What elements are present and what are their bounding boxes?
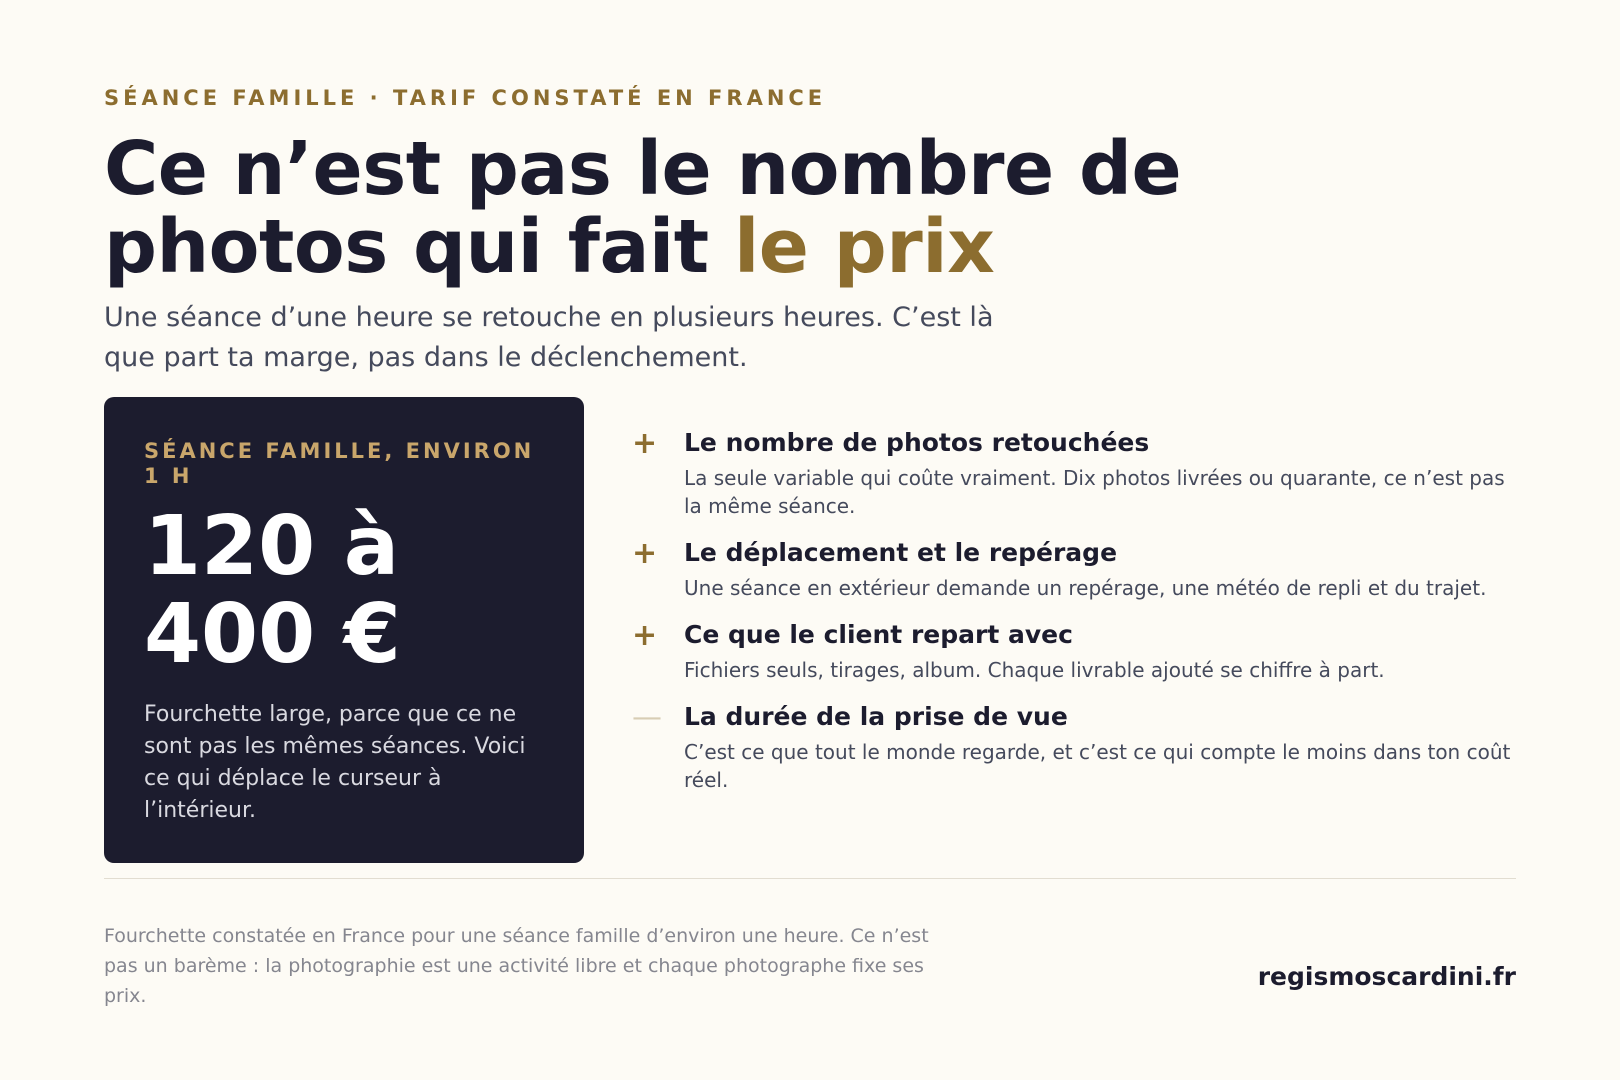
headline-line1: Ce n’est pas le nombre de [104, 126, 1182, 212]
plus-icon: + [632, 536, 658, 571]
factor-title: Ce que le client repart avec [684, 620, 1073, 649]
subtitle: Une séance d’une heure se retouche en plusieurs heures. C’est là que part ta marge, pas dans le déclenchement. [104, 302, 994, 373]
price-range [144, 499, 544, 682]
factor-list [628, 428, 1518, 812]
headline [104, 126, 1516, 290]
price-card-label: SÉANCE FAMILLE, ENVIRON 1 H [144, 439, 535, 488]
price-card-text: Fourchette large, parce que ce ne sont pas les mêmes séances. Voici ce qui déplace le curseur à l’intérieur. [144, 702, 526, 823]
price-card [104, 397, 584, 863]
factor-description: Fichiers seuls, tirages, album. Chaque livrable ajouté se chiffre à part. [684, 658, 1385, 682]
plus-icon: + [632, 426, 658, 461]
plus-icon: + [632, 618, 658, 653]
factor-title: Le déplacement et le repérage [684, 538, 1118, 567]
factor-description: La seule variable qui coûte vraiment. Dix photos livrées ou quarante, ce n’est pas la même séance. [684, 466, 1505, 518]
price-range-line1: 120 à [144, 499, 400, 594]
headline-accent: le prix [733, 204, 995, 290]
factor-description: C’est ce que tout le monde regarde, et c’est ce qui compte le moins dans ton coût réel. [684, 740, 1511, 792]
eyebrow: SÉANCE FAMILLE · TARIF CONSTATÉ EN FRANCE [104, 86, 827, 110]
factor-title: Le nombre de photos retouchées [684, 428, 1150, 457]
page [104, 86, 1516, 1007]
factor-description: Une séance en extérieur demande un repérage, une météo de repli et du trajet. [684, 576, 1487, 600]
factor-item [628, 538, 1518, 602]
footnote: Fourchette constatée en France pour une séance famille d’environ une heure. Ce n’est pas un barème : la photographie est une activité libre et chaque photographe fixe ses prix. [104, 925, 929, 1007]
minus-icon: — [632, 700, 662, 735]
factor-item [628, 428, 1518, 520]
divider [104, 878, 1516, 879]
site-url: regismoscardini.fr [1257, 962, 1516, 991]
price-range-line2: 400 € [144, 587, 401, 682]
factor-item [628, 620, 1518, 684]
headline-line2: photos qui fait [104, 204, 734, 290]
factor-item [628, 702, 1518, 794]
factor-title: La durée de la prise de vue [684, 702, 1068, 731]
